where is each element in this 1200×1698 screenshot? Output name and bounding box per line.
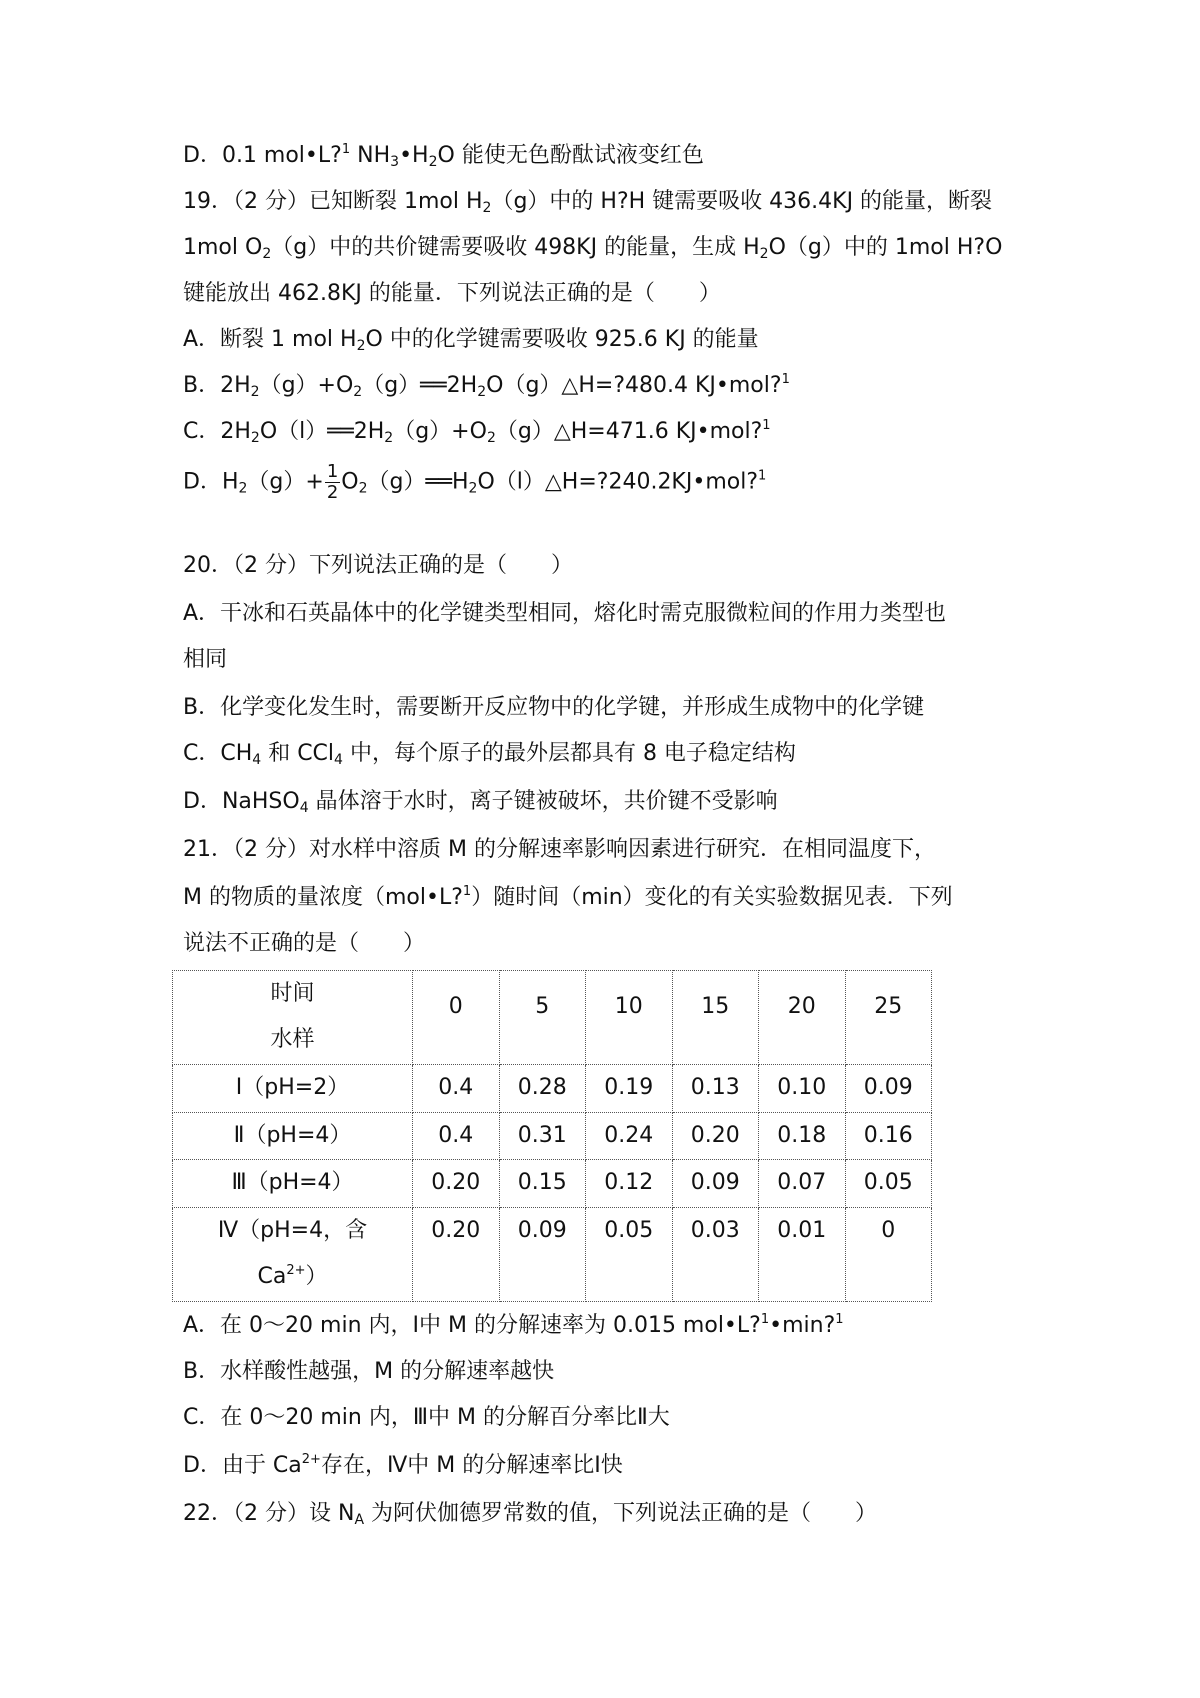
- q21-stem-line2: M 的物质的量浓度（mol•L?$^1$）随时间（min）变化的有关实验数据见表．下列: [183, 884, 953, 910]
- table-cell: 0.15: [499, 1160, 586, 1208]
- table-cell: 0.18: [759, 1112, 846, 1160]
- table-header-row: [173, 971, 932, 1065]
- table-cell: 0.28: [499, 1065, 586, 1113]
- table-row-label: Ⅱ（pH=4）: [173, 1112, 413, 1160]
- q21-option-c: C．在 0～20 min 内，Ⅲ中 M 的分解百分率比Ⅱ大: [183, 1405, 670, 1430]
- table-header-time: 25: [845, 971, 932, 1065]
- table-cell: 0.16: [845, 1112, 932, 1160]
- table-cell: 0.20: [672, 1112, 759, 1160]
- q18-option-d: D．0.1 mol•L?$^1$ $NH_3•H_2O$ 能使无色酚酞试液变红色: [183, 142, 704, 170]
- fraction-one-half: $\frac{1}{2}$: [326, 461, 339, 503]
- q19-option-a: A．断裂 1 mol $H_2O$ 中的化学键需要吸收 925.6 KJ 的能量: [183, 327, 759, 354]
- q20-option-d: D．NaHSO$_4$ 晶体溶于水时，离子键被破坏，共价键不受影响: [183, 789, 778, 816]
- table-cell: 0.20: [413, 1207, 500, 1301]
- table-row: [173, 1160, 932, 1208]
- table-cell: 0.4: [413, 1065, 500, 1113]
- table-header-corner: 时间 水样: [173, 971, 413, 1065]
- table-row-label: Ⅲ（pH=4）: [173, 1160, 413, 1208]
- q19-option-b: B．$2H_2(g)+O_2(g)══2H_2O(g)\triangle H=?480.4$ KJ•mol?$^1$: [183, 372, 790, 400]
- q19-stem-line1: 19．（2 分）已知断裂 1mol $H_2(g)$中的 H?H 键需要吸收 436.4KJ 的能量，断裂: [183, 189, 993, 216]
- table-header-time: 10: [586, 971, 673, 1065]
- q21-data-table: [172, 970, 932, 1302]
- table-row: [173, 1112, 932, 1160]
- table-header-time: 20: [759, 971, 846, 1065]
- q19-option-c: C．$2H_2O(l)══2H_2(g)+O_2(g)\triangle H=471.6$ KJ•mol?$^1$: [183, 418, 771, 446]
- q21-stem-line3: 说法不正确的是（ ）: [183, 931, 426, 956]
- table-cell: 0.05: [586, 1207, 673, 1301]
- table-cell: 0.09: [845, 1065, 932, 1113]
- table-cell: 0.4: [413, 1112, 500, 1160]
- q21-stem-line1: 21．（2 分）对水样中溶质 M 的分解速率影响因素进行研究．在相同温度下，: [183, 837, 936, 862]
- q21-option-b: B．水样酸性越强，M 的分解速率越快: [183, 1359, 555, 1384]
- q19-stem-line3: 键能放出 462.8KJ 的能量．下列说法正确的是（ ）: [183, 281, 721, 306]
- table-cell: 0.10: [759, 1065, 846, 1113]
- q20-stem: 20．（2 分）下列说法正确的是（ ）: [183, 553, 573, 578]
- q20-option-b: B．化学变化发生时，需要断开反应物中的化学键，并形成生成物中的化学键: [183, 695, 925, 720]
- missing-glyph: ?: [330, 143, 342, 168]
- q20-option-a-line1: A．干冰和石英晶体中的化学键类型相同，熔化时需克服微粒间的作用力类型也: [183, 601, 947, 626]
- q22-stem: 22．（2 分）设 $N_A$ 为阿伏伽德罗常数的值，下列说法正确的是（ ）: [183, 1501, 878, 1528]
- table-cell: 0.19: [586, 1065, 673, 1113]
- table-cell: 0.07: [759, 1160, 846, 1208]
- table-row-label: Ⅰ（pH=2）: [173, 1065, 413, 1113]
- table-cell: 0.03: [672, 1207, 759, 1301]
- q21-option-d: D．由于 $Ca^{2+}$存在，Ⅳ中 M 的分解速率比Ⅰ快: [183, 1452, 623, 1478]
- q20-option-c: C．$CH_4$ 和 CCl$_4$ 中，每个原子的最外层都具有 8 电子稳定结构: [183, 741, 796, 768]
- q20-option-a-line2: 相同: [183, 647, 228, 672]
- table-cell: 0.13: [672, 1065, 759, 1113]
- table-cell: 0.12: [586, 1160, 673, 1208]
- table-cell: 0.09: [672, 1160, 759, 1208]
- table-row-label: Ⅳ（pH=4，含 $Ca^{2+}$）: [173, 1207, 413, 1301]
- table-cell: 0.24: [586, 1112, 673, 1160]
- table-cell: 0.05: [845, 1160, 932, 1208]
- table-cell: 0.31: [499, 1112, 586, 1160]
- table-header-time: 15: [672, 971, 759, 1065]
- table-header-time: 5: [499, 971, 586, 1065]
- table-cell: 0.20: [413, 1160, 500, 1208]
- table-row: [173, 1207, 932, 1301]
- q19-option-d: D．$H_2(g)+$ $\frac{1}{2}$ $O_2(g)══H_2O(l)\triangle H=?240.2KJ•mol?^1$: [183, 461, 767, 503]
- table-cell: 0.09: [499, 1207, 586, 1301]
- q21-option-a: A．在 0～20 min 内，Ⅰ中 M 的分解速率为 0.015 mol•L?$^1$•min?$^1$: [183, 1312, 844, 1338]
- table-cell: 0.01: [759, 1207, 846, 1301]
- table-cell: 0: [845, 1207, 932, 1301]
- table-row: [173, 1065, 932, 1113]
- q19-stem-line2: 1mol $O_2(g)$中的共价键需要吸收 498KJ 的能量，生成 $H_2O(g)$中的 1mol H?O: [183, 235, 1003, 262]
- table-header-time: 0: [413, 971, 500, 1065]
